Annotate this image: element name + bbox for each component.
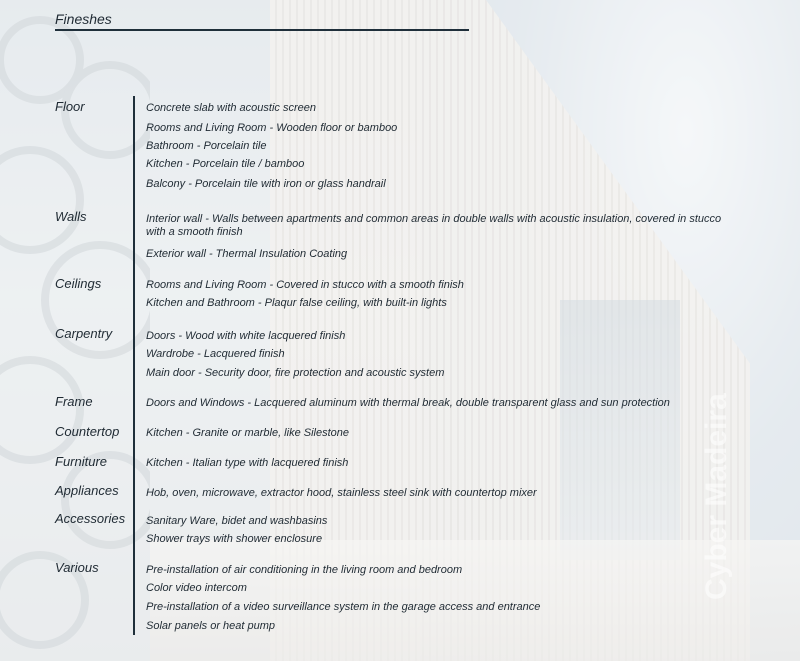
watermark-text: Cyber Madeira [700,393,733,600]
list-item: Doors and Windows - Lacquered aluminum with thermal break, double transparent glass and sun protection [146,397,670,409]
list-item: Sanitary Ware, bidet and washbasins [146,515,328,527]
list-item: Pre-installation of a video surveillance system in the garage access and entrance [146,601,541,613]
category-various: Various [55,560,99,575]
category-walls: Walls [55,209,87,224]
list-item: Exterior wall - Thermal Insulation Coating [146,248,348,260]
list-item: Rooms and Living Room - Wooden floor or bamboo [146,122,398,134]
list-item: Kitchen - Porcelain tile / bamboo [146,158,305,170]
list-item: Main door - Security door, fire protection and acoustic system [146,367,445,379]
page-title: Fineshes [55,11,112,27]
vertical-divider [133,96,135,635]
list-item: Kitchen and Bathroom - Plaqur false ceiling, with built-in lights [146,297,447,309]
list-item: Wardrobe - Lacquered finish [146,348,285,360]
category-ceilings: Ceilings [55,276,102,291]
list-item: Pre-installation of air conditioning in the living room and bedroom [146,564,463,576]
list-item: Concrete slab with acoustic screen [146,102,316,114]
list-item: Solar panels or heat pump [146,620,276,632]
list-item: Balcony - Porcelain tile with iron or glass handrail [146,178,386,190]
list-item: Color video intercom [146,582,247,594]
list-item: Kitchen - Granite or marble, like Silestone [146,427,349,439]
category-accessories: Accessories [55,511,126,526]
list-item: Doors - Wood with white lacquered finish [146,330,346,342]
category-floor: Floor [55,99,85,114]
category-furniture: Furniture [55,454,108,469]
category-countertop: Countertop [55,424,120,439]
category-appliances: Appliances [55,483,119,498]
list-item: Kitchen - Italian type with lacquered finish [146,457,349,469]
title-underline [55,29,469,31]
list-item: Shower trays with shower enclosure [146,533,323,545]
list-item: Hob, oven, microwave, extractor hood, stainless steel sink with countertop mixer [146,487,537,499]
list-item: Rooms and Living Room - Covered in stucco with a smooth finish [146,279,464,291]
list-item: Interior wall - Walls between apartments and common areas in double walls with acoustic insulation, covered in stucco with a smooth finish [146,213,722,238]
category-carpentry: Carpentry [55,326,113,341]
category-frame: Frame [55,394,93,409]
list-item: Bathroom - Porcelain tile [146,140,267,152]
